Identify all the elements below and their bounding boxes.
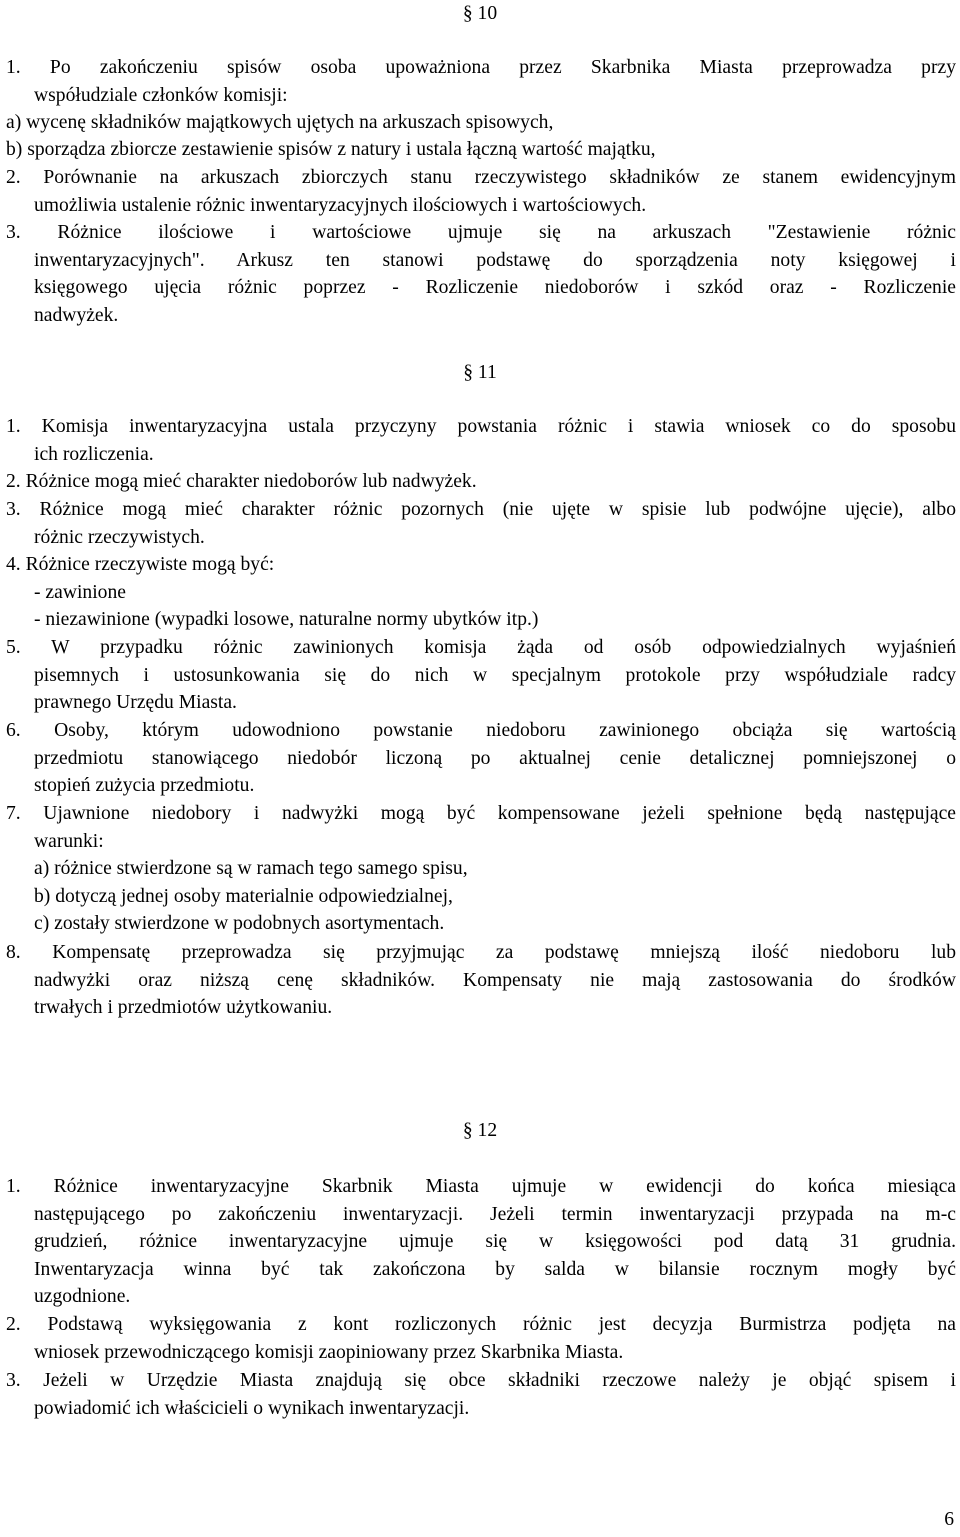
text-line: 5. W przypadku różnic zawinionych komisja żąda od osób odpowiedzialnych wyjaśnień [6, 637, 956, 658]
text-line: ich rozliczenia. [34, 443, 154, 465]
text-line: - niezawinione (wypadki losowe, naturalne normy ubytków itp.) [34, 609, 539, 630]
paragraph-11-4 [6, 551, 956, 634]
paragraph-11-2 [6, 468, 956, 496]
paragraph-10-1 [6, 54, 956, 109]
text-line: trwałych i przedmiotów użytkowaniu. [34, 997, 333, 1018]
text-line: 3. Różnice mogą mieć charakter różnic pozornych (nie ujęte w spisie lub podwójne ujęcie), albo [6, 499, 956, 520]
paragraph-12-2 [6, 1311, 956, 1366]
page-number: 6 [944, 1509, 954, 1530]
text-line: Inwentaryzacja winna być tak zakończona by salda w bilansie rocznym mogły być [34, 1258, 956, 1280]
paragraph-10-2 [6, 164, 956, 219]
text-line: przedmiotu stanowiącego niedobór liczoną po aktualnej cenie detalicznej pomniejszonej o [34, 747, 956, 769]
text-line: 3. Różnice ilościowe i wartościowe ujmuje się na arkuszach "Zestawienie różnic [6, 222, 956, 243]
text-line: inwentaryzacyjnych". Arkusz ten stanowi podstawę do sporządzenia noty księgowej i [34, 249, 956, 271]
section-heading-11: § 11 [463, 362, 497, 383]
text-line: a) wycenę składników majątkowych ujętych na arkuszach spisowych, [6, 112, 554, 133]
text-line: umożliwia ustalenie różnic inwentaryzacyjnych ilościowych i wartościowych. [34, 194, 647, 216]
text-line: b) dotyczą jednej osoby materialnie odpowiedzialnej, [34, 885, 453, 907]
text-line: nadwyżek. [34, 304, 119, 326]
section-heading-10: § 10 [462, 3, 498, 24]
paragraph-12-3 [6, 1367, 956, 1422]
text-line: 6. Osoby, którym udowodniono powstanie niedoboru zawinionego obciąża się wartością [6, 720, 956, 741]
paragraph-10-1a [6, 109, 956, 137]
text-line: pisemnych i ustosunkowania się do nich w specjalnym protokole przy współudziale radcy [34, 664, 956, 686]
text-line: księgowego ujęcia różnic poprzez - Rozliczenie niedoborów i szkód oraz - Rozliczenie [34, 277, 956, 298]
paragraph-11-7 [6, 800, 956, 938]
paragraph-11-5 [6, 634, 956, 717]
text-line: następującego po zakończeniu inwentaryzacji. Jeżeli termin inwentaryzacji przypada na m-c [34, 1203, 956, 1225]
text-line: a) różnice stwierdzone są w ramach tego samego spisu, [34, 858, 468, 879]
text-line: nadwyżki oraz niższą cenę składników. Kompensaty nie mają zastosowania do środków [34, 969, 956, 991]
text-line: różnic rzeczywistych. [34, 526, 205, 548]
text-line: 2. Różnice mogą mieć charakter niedoborów lub nadwyżek. [6, 471, 477, 492]
text-line: współudziale członków komisji: [34, 84, 288, 106]
text-line: c) zostały stwierdzone w podobnych asortymentach. [34, 913, 445, 934]
text-line: 8. Kompensatę przeprowadza się przyjmując za podstawę mniejszą ilość niedoboru lub [6, 942, 956, 963]
text-line: 1. Komisja inwentaryzacyjna ustala przyczyny powstania różnic i stawia wniosek co do sposobu [6, 416, 956, 437]
section-heading-12: § 12 [462, 1120, 498, 1141]
text-line: 7. Ujawnione niedobory i nadwyżki mogą być kompensowane jeżeli spełnione będą następujące [6, 803, 956, 824]
text-line: 2. Porównanie na arkuszach zbiorczych stanu rzeczywistego składników ze stanem ewidencyjnym [6, 167, 956, 188]
text-line: 2. Podstawą wyksięgowania z kont rozliczonych różnic jest decyzja Burmistrza podjęta na [6, 1314, 956, 1335]
text-line: 1. Po zakończeniu spisów osoba upoważniona przez Skarbnika Miasta przeprowadza przy [6, 57, 956, 78]
paragraph-12-1 [6, 1173, 956, 1311]
text-line: prawnego Urzędu Miasta. [34, 692, 237, 713]
paragraph-11-8 [6, 939, 956, 1022]
paragraph-10-3 [6, 219, 956, 329]
text-line: warunki: [34, 830, 104, 852]
text-line: 3. Jeżeli w Urzędzie Miasta znajdują się obce składniki rzeczowe należy je objąć spisem i [6, 1370, 956, 1391]
paragraph-11-3 [6, 496, 956, 551]
paragraph-11-1 [6, 413, 956, 468]
text-line: wniosek przewodniczącego komisji zaopiniowany przez Skarbnika Miasta. [34, 1341, 624, 1363]
text-line: 1. Różnice inwentaryzacyjne Skarbnik Miasta ujmuje w ewidencji do końca miesiąca [6, 1176, 956, 1197]
text-line: stopień zużycia przedmiotu. [34, 775, 255, 796]
paragraph-11-6 [6, 717, 956, 800]
text-line: 4. Różnice rzeczywiste mogą być: [6, 554, 275, 575]
paragraph-10-1b [6, 136, 956, 164]
text-line: - zawinione [34, 581, 126, 603]
text-line: uzgodnione. [34, 1286, 131, 1307]
text-line: b) sporządza zbiorcze zestawienie spisów z natury i ustala łączną wartość majątku, [6, 139, 656, 160]
text-line: grudzień, różnice inwentaryzacyjne ujmuje się w księgowości pod datą 31 grudnia. [34, 1231, 956, 1252]
text-line: powiadomić ich właścicieli o wynikach inwentaryzacji. [34, 1397, 470, 1419]
